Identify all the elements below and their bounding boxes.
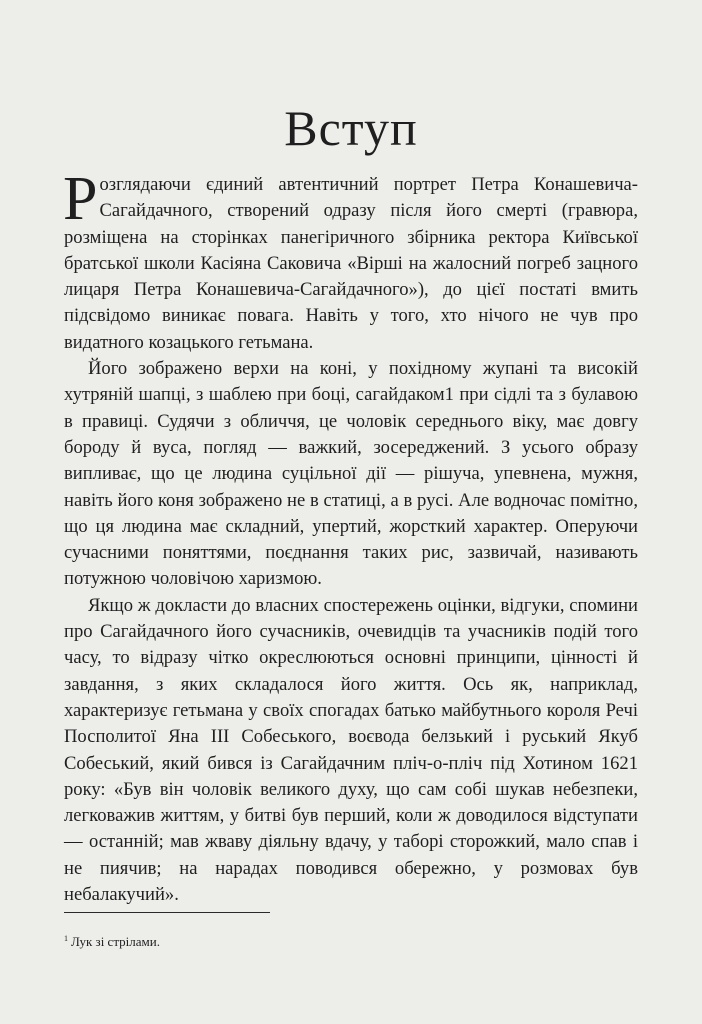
drop-cap: Р xyxy=(63,165,98,233)
paragraph-2: Його зображено верхи на коні, у похідному жупані та високій хутряній шапці, з шаблею при боці, сагайдаком1 при сідлі та з булавою в правиці. Судячи з обличчя, це чоловік середнього віку, має довгу бороду й вуса, погляд — важкий, зосереджений. З усього образу випливає, що це людина суцільної дії — рішуча, упевнена, мужня, навіть його коня зображено не в статиці, а в русі. Але водночас помітно, що ця людина має складний, упертий, жорсткий характер. Оперуючи сучасними поняттями, поєднання таких рис, зазвичай, називають потужною чоловічою харизмою. xyxy=(64,358,638,590)
body-text xyxy=(63,165,638,908)
footnote-text: Лук зі стрілами. xyxy=(71,934,160,949)
chapter-title: Вступ xyxy=(284,100,418,156)
paragraph-1 xyxy=(63,165,638,356)
paragraph-1-text: озглядаючи єдиний автентичний портрет Петра Конашевича-Сагайдачного, створений одразу після його смерті (гравюра, розміщена на сторінках панегіричного збірника ректора Київської братської школи Касіяна Саковича «Вірші на жалосний погреб зацного лицаря Петра Конашевича-Сагайдачного»), до цієї постаті вмить підсвідомо виникає повага. Навіть у того, хто нічого не чув про видатного козацького гетьмана. xyxy=(64,174,638,353)
paragraph-3: Якщо ж докласти до власних спостережень оцінки, відгуки, спомини про Сагайдачного його сучасників, очевидців та учасників подій того часу, то відразу чітко окреслюються основні принципи, цінності й завдання, з яких складалося його життя. Ось як, наприклад, характеризує гетьмана у своїх спогадах батько майбутнього короля Речі Посполитої Яна III Собеського, воєвода белзький і руський Якуб Собеський, який бився із Сагайдачним пліч-о-пліч під Хотином 1621 року: «Був він чоловік великого духу, що сам собі шукав небезпеки, легковажив життям, у битві був перший, коли ж доводилося відступати — останній; мав жваву діяльну вдачу, у таборі сторожкий, мало спав і не пиячив; на нарадах поводився обережно, у розмовах був небалакучий». xyxy=(64,594,638,906)
footnote-divider xyxy=(64,912,270,913)
footnote xyxy=(64,930,160,951)
footnote-marker: 1 xyxy=(64,934,68,943)
